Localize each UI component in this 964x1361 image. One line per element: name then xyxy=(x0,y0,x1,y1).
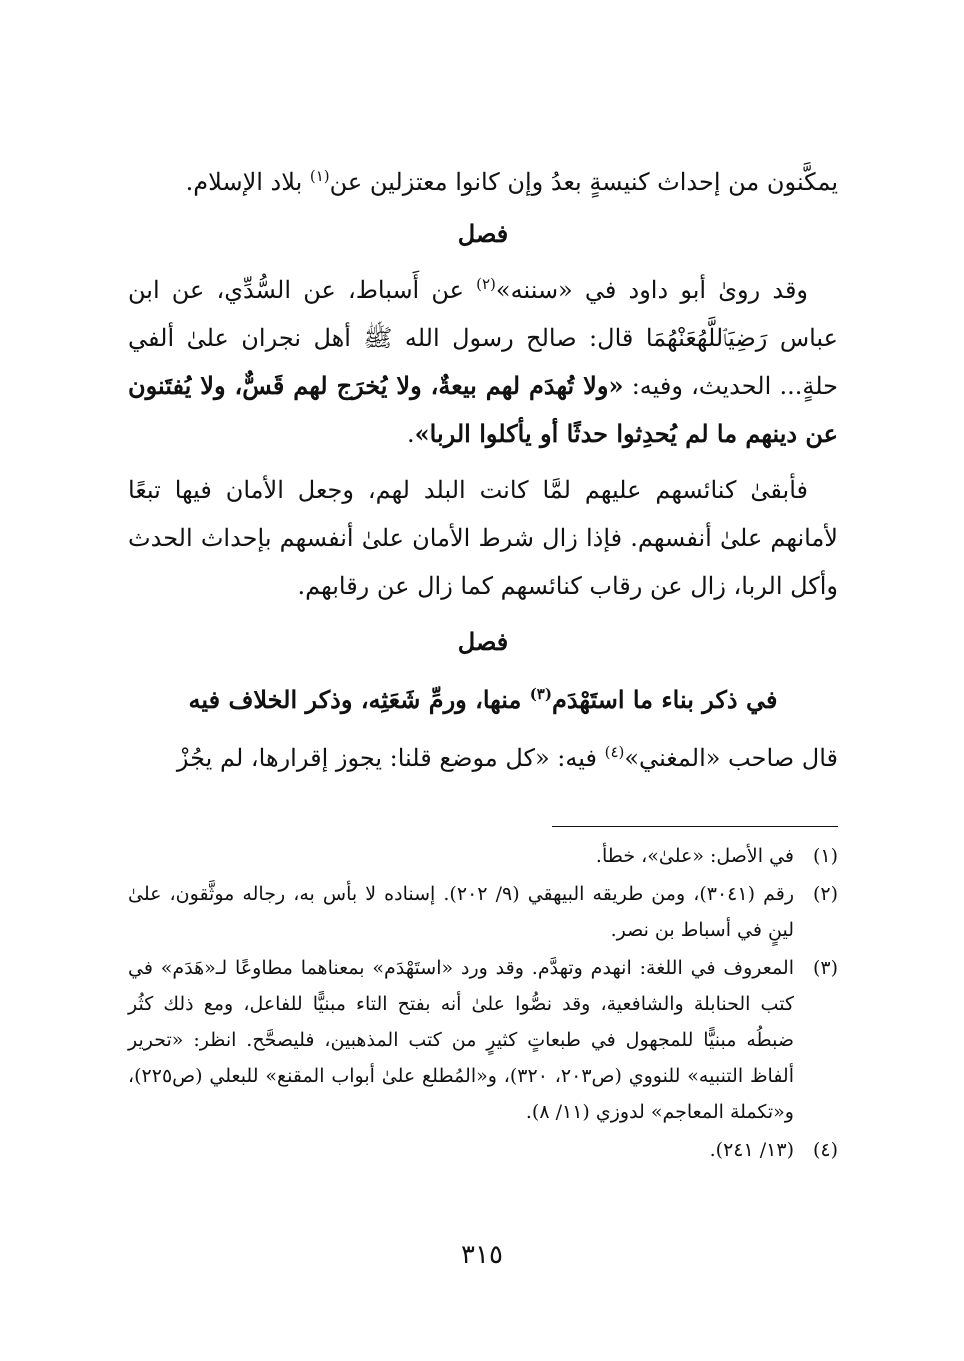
footnote-1 xyxy=(128,838,838,874)
opening-text: يمكَّنون من إحداث كنيسةٍ بعدُ وإن كانوا معتزلين عن xyxy=(329,168,838,196)
paragraph-2: فأبقىٰ كنائسهم عليهم لمَّا كانت البلد لهم، وجعل الأمان فيها تبعًا لأمانهم علىٰ أنفسهم. فإذا زال شرط الأمان علىٰ أنفسهم بإحداث الحدث وأكل الربا، زال عن رقاب كنائسهم كما زال عن رقابهم. xyxy=(128,476,838,600)
para-3-start: قال صاحب «المغني» xyxy=(624,744,838,772)
para-1-middle: عن أَسباط، عن السُّدِّي، عن ابن عباس رَضِيَٱللَّهُعَنْهُمَا قال: صالح رسول الله ﷺ أهل نجران علىٰ ألفي حلةٍ... الحديث، وفيه: xyxy=(128,276,838,400)
footnote-2 xyxy=(128,876,838,948)
paragraph-3 xyxy=(128,726,838,784)
footnote-text: رقم (٣٠٤١)، ومن طريقه البيهقي (٩/ ٢٠٢). إسناده لا بأس به، رجاله موثَّقون، علىٰ لينٍ في أسباط بن نصر. xyxy=(128,883,794,941)
footnote-text: المعروف في اللغة: انهدم وتهدَّم. وقد ورد «استَهْدَم» بمعناهما مطاوعًا لـ«هَدَم» في كتب الحنابلة والشافعية، وقد نصُّوا علىٰ أنه بفتح التاء مبنيًّا للفاعل، ومع ذلك كثُر ضبطُه مبنيًّا للمجهول في طبعاتٍ كثيرٍ من كتب المذهبين، فليصحَّح. انظر: «تحرير ألفاظ التنبيه» للنووي (ص٢٠٣، ٣٢٠)، و«المُطلع علىٰ أبواب المقنع» للبعلي (ص٢٢٥)، و«تكملة المعاجم» لدوزي (١١/ ٨). xyxy=(128,957,794,1123)
footnote-number: (٤) xyxy=(812,1139,838,1161)
footnote-ref-4: (٤) xyxy=(604,743,625,761)
opening-end: بلاد الإسلام. xyxy=(185,168,310,196)
footnote-text: في الأصل: «علىٰ»، خطأ. xyxy=(595,845,794,867)
para-1-start: وقد روىٰ أبو داود في «سننه» xyxy=(495,276,809,304)
hadith-quote: «ولا تُهدَم لهم بيعةٌ، ولا يُخرَج لهم قَسٌّ، ولا يُفتَنون عن دينهم ما لم يُحدِثوا حدثًا أو يأكلوا الربا» xyxy=(128,371,838,448)
footnote-text: (١٣/ ٢٤١). xyxy=(709,1139,794,1161)
main-text xyxy=(128,150,838,784)
footnote-ref-2: (٢) xyxy=(476,275,496,293)
section-heading-2: فصل xyxy=(457,627,509,656)
para-1-end: . xyxy=(406,420,415,448)
footnote-ref-1: (١) xyxy=(309,167,330,185)
section-heading-1: فصل xyxy=(457,219,509,248)
footnote-number: (٢) xyxy=(812,883,838,905)
subheading-start: في ذكر بناء ما استَهْدَم xyxy=(551,685,778,714)
footnote-3 xyxy=(128,950,838,1130)
para-3-end: فيه: «كل موضع قلنا: يجوز إقرارها، لم يجُزْ xyxy=(176,744,605,772)
footnote-number: (٣) xyxy=(812,957,838,979)
opening-line xyxy=(128,150,838,208)
footnote-divider xyxy=(552,826,838,827)
section-subheading xyxy=(128,668,838,726)
footnote-4 xyxy=(128,1132,838,1168)
footnote-ref-3: (٣) xyxy=(529,685,552,703)
footnotes xyxy=(128,838,838,1170)
subheading-end: منها، ورمِّ شَعَثِه، وذكر الخلاف فيه xyxy=(188,685,530,714)
page-number: ٣١٥ xyxy=(461,1240,503,1270)
paragraph-1 xyxy=(128,260,838,458)
footnote-number: (١) xyxy=(812,845,838,867)
